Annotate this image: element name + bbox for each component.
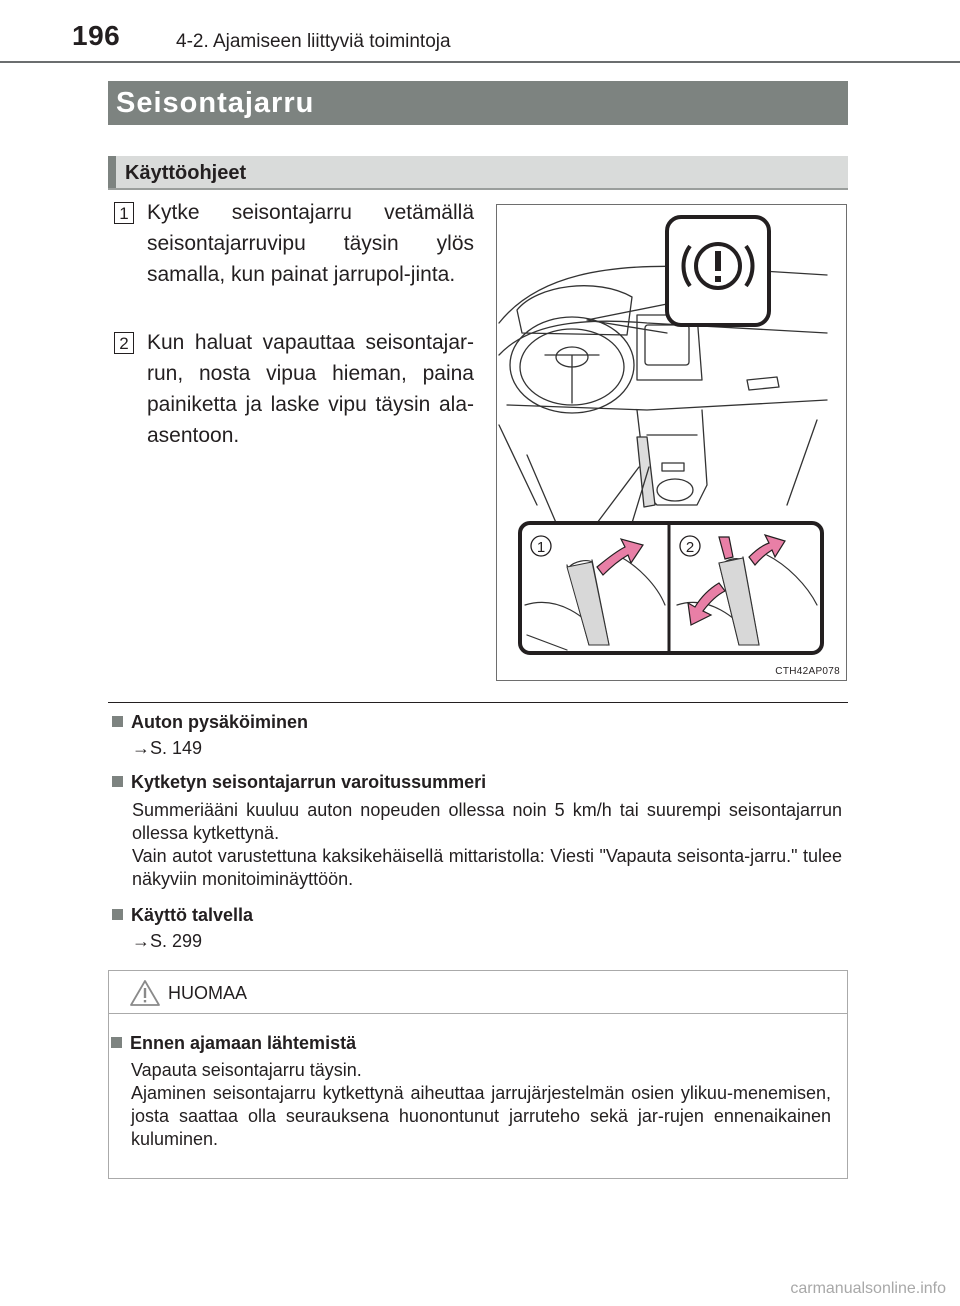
page-header: [0, 0, 960, 62]
step-number: 1: [114, 202, 134, 224]
bullet-square: [111, 1037, 122, 1048]
note-title: Kytketyn seisontajarrun varoitussummeri: [131, 772, 487, 792]
caution-label: HUOMAA: [168, 983, 248, 1003]
subsection-bar: [108, 156, 116, 188]
section-title: Seisontajarru: [108, 81, 848, 125]
callout-1: 1: [536, 539, 546, 556]
caution-body: Ajaminen seisontajarru kytkettynä aiheuttaa jarrujärjestelmän osien ylikuu-menemisen, josta saattaa olla seurauksena huonontunut jarruteho sekä jar-rujen ennenaikainen kuluminen.: [131, 1083, 831, 1149]
step-text: Kun haluat vapauttaa seisontajar-run, nosta vipua hieman, paina painiketta ja laske vipu täysin ala-asentoon.: [147, 331, 474, 447]
parking-brake-illustration: [496, 204, 847, 681]
page-reference[interactable]: S. 149: [150, 738, 203, 758]
chapter-title: 4-2. Ajamiseen liittyviä toimintoja: [176, 31, 451, 52]
callout-2: 2: [685, 539, 695, 556]
header-rule: [0, 61, 960, 63]
page-number: 196: [72, 20, 121, 51]
caution-title: Ennen ajamaan lähtemistä: [130, 1033, 357, 1053]
step-text: Kytke seisontajarru vetämällä seisontajarruvipu täysin ylös samalla, kun painat jarrupol-jinta.: [147, 201, 474, 286]
parking-brake-warning-icon: [667, 217, 769, 325]
caution-header: [109, 971, 847, 1014]
page-reference[interactable]: S. 299: [150, 931, 203, 951]
step-1: [114, 197, 474, 290]
dashboard-drawing: [497, 205, 846, 680]
note-title: Käyttö talvella: [131, 905, 254, 925]
bullet-square: [112, 716, 123, 727]
caution-box: [108, 970, 848, 1179]
caution-content: [111, 1031, 831, 1151]
warning-triangle-icon: [129, 979, 161, 1007]
note-body: Summeriääni kuuluu auton nopeuden ollessa noin 5 km/h tai suurempi seisontajarrun ollessa kytkettynä.: [132, 800, 842, 843]
note-body: Vain autot varustettuna kaksikehäisellä mittaristolla: Viesti "Vapauta seisonta-jarru." tulee näkyviin monitoiminäyttöön.: [132, 846, 842, 889]
note-title: Auton pysäköiminen: [131, 712, 309, 732]
notes-divider: [108, 702, 848, 703]
arrow-right-icon: →: [132, 931, 150, 951]
subsection-banner: [108, 156, 848, 190]
subsection-title: Käyttöohjeet: [125, 162, 247, 184]
caution-body: Vapauta seisontajarru täysin.: [131, 1060, 362, 1080]
watermark: carmanualsonline.info: [790, 1280, 946, 1297]
bullet-square: [112, 909, 123, 920]
figure-code: CTH42AP078: [775, 666, 840, 677]
bullet-square: [112, 776, 123, 787]
note-buzzer: [112, 770, 842, 891]
note-parking: [112, 710, 842, 762]
note-winter: [112, 903, 842, 955]
step-number: 2: [114, 332, 134, 354]
step-2: [114, 327, 474, 451]
arrow-right-icon: →: [132, 738, 150, 758]
